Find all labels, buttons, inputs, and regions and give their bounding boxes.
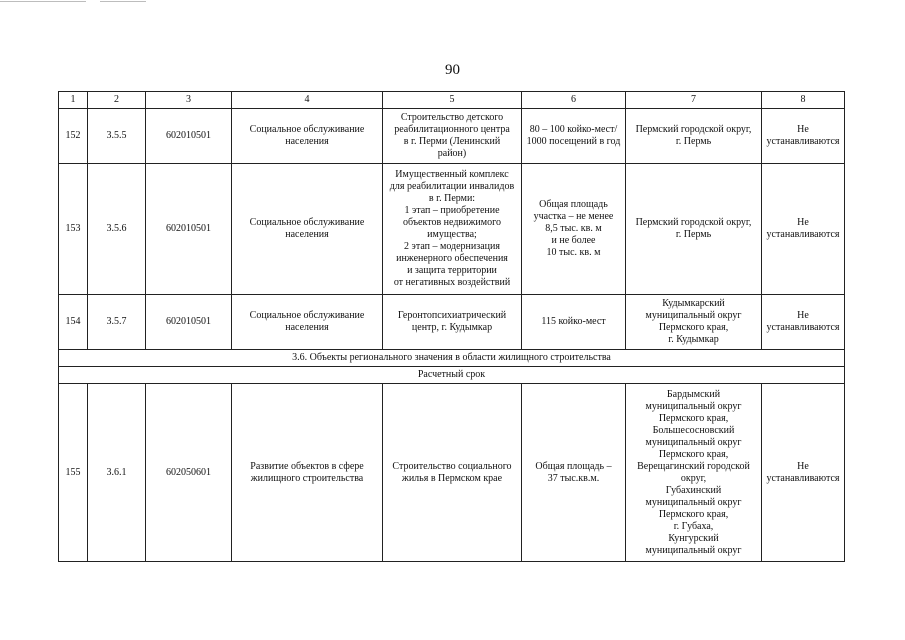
oktmo-code: 602010501 xyxy=(146,164,232,295)
table-row xyxy=(59,164,845,295)
header-cell: 7 xyxy=(626,92,762,109)
object-category: Развитие объектов в сфере жилищного строительства xyxy=(232,384,383,562)
table-row xyxy=(59,109,845,164)
row-number: 152 xyxy=(59,109,88,164)
object-location: Кудымкарский муниципальный округ Пермского края, г. Кудымкар xyxy=(626,295,762,350)
header-cell: 1 xyxy=(59,92,88,109)
protection-zones: Не устанавливаются xyxy=(762,295,845,350)
object-capacity: Общая площадь участка – не менее 8,5 тыс. кв. м и не более 10 тыс. кв. м xyxy=(522,164,626,295)
object-code: 3.5.5 xyxy=(88,109,146,164)
object-name: Строительство социального жилья в Пермском крае xyxy=(383,384,522,562)
object-code: 3.5.6 xyxy=(88,164,146,295)
header-cell: 4 xyxy=(232,92,383,109)
object-name: Имущественный комплекс для реабилитации инвалидов в г. Перми: 1 этап – приобретение объектов недвижимого имущества; 2 этап – модернизация инженерного обеспечения и защита территории от негативных воздействий xyxy=(383,164,522,295)
header-cell: 2 xyxy=(88,92,146,109)
header-cell: 6 xyxy=(522,92,626,109)
object-capacity: Общая площадь – 37 тыс.кв.м. xyxy=(522,384,626,562)
object-name: Геронтопсихиатрический центр, г. Кудымкар xyxy=(383,295,522,350)
header-cell: 5 xyxy=(383,92,522,109)
object-category: Социальное обслуживание населения xyxy=(232,295,383,350)
row-number: 154 xyxy=(59,295,88,350)
row-number: 155 xyxy=(59,384,88,562)
subsection-row xyxy=(59,367,845,384)
page-number: 90 xyxy=(445,62,460,78)
header-cell: 3 xyxy=(146,92,232,109)
object-location: Пермский городской округ, г. Пермь xyxy=(626,109,762,164)
section-title: 3.6. Объекты регионального значения в области жилищного строительства xyxy=(59,350,845,367)
object-code: 3.6.1 xyxy=(88,384,146,562)
oktmo-code: 602010501 xyxy=(146,295,232,350)
section-row xyxy=(59,350,845,367)
protection-zones: Не устанавливаются xyxy=(762,164,845,295)
protection-zones: Не устанавливаются xyxy=(762,384,845,562)
header-cell: 8 xyxy=(762,92,845,109)
subsection-title: Расчетный срок xyxy=(59,367,845,384)
object-category: Социальное обслуживание населения xyxy=(232,164,383,295)
object-capacity: 115 койко-мест xyxy=(522,295,626,350)
object-location: Пермский городской округ, г. Пермь xyxy=(626,164,762,295)
object-location: Бардымский муниципальный округ Пермского края, Большесосновский муниципальный округ Пермского края, Верещагинский городской округ, Губахинский муниципальный округ Пермского края, г. Губаха, Кунгурский муниципальный округ xyxy=(626,384,762,562)
table-header-row xyxy=(59,92,845,109)
row-number: 153 xyxy=(59,164,88,295)
objects-table xyxy=(58,91,845,562)
oktmo-code: 602010501 xyxy=(146,109,232,164)
protection-zones: Не устанавливаются xyxy=(762,109,845,164)
oktmo-code: 602050601 xyxy=(146,384,232,562)
object-category: Социальное обслуживание населения xyxy=(232,109,383,164)
table-row xyxy=(59,384,845,562)
object-code: 3.5.7 xyxy=(88,295,146,350)
object-capacity: 80 – 100 койко-мест/ 1000 посещений в год xyxy=(522,109,626,164)
table-row xyxy=(59,295,845,350)
object-name: Строительство детского реабилитационного центра в г. Перми (Ленинский район) xyxy=(383,109,522,164)
